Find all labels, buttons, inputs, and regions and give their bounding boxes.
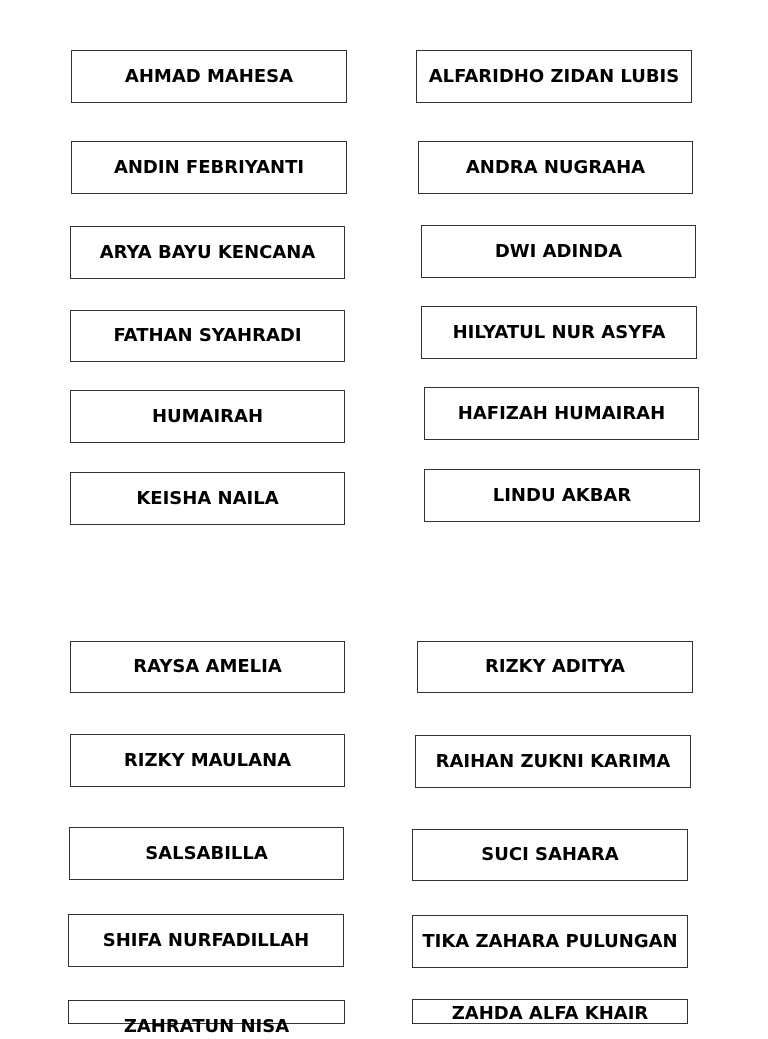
name-label: ZAHDA ALFA KHAIR [412, 999, 688, 1024]
name-label: FATHAN SYAHRADI [70, 310, 345, 362]
name-label: SALSABILLA [69, 827, 344, 880]
name-label: LINDU AKBAR [424, 469, 700, 522]
name-label: DWI ADINDA [421, 225, 696, 278]
name-label: ANDIN FEBRIYANTI [71, 141, 347, 194]
name-label: HILYATUL NUR ASYFA [421, 306, 697, 359]
name-label: ZAHRATUN NISA [68, 1000, 345, 1024]
name-label: HAFIZAH HUMAIRAH [424, 387, 699, 440]
name-label: RIZKY ADITYA [417, 641, 693, 693]
name-label: ALFARIDHO ZIDAN LUBIS [416, 50, 692, 103]
name-label: ANDRA NUGRAHA [418, 141, 693, 194]
name-label: HUMAIRAH [70, 390, 345, 443]
name-label: SUCI SAHARA [412, 829, 688, 881]
name-label: KEISHA NAILA [70, 472, 345, 525]
name-label: RIZKY MAULANA [70, 734, 345, 787]
name-label: SHIFA NURFADILLAH [68, 914, 344, 967]
name-label: RAYSA AMELIA [70, 641, 345, 693]
name-label: RAIHAN ZUKNI KARIMA [415, 735, 691, 788]
name-label: TIKA ZAHARA PULUNGAN [412, 915, 688, 968]
name-label: AHMAD MAHESA [71, 50, 347, 103]
name-label: ARYA BAYU KENCANA [70, 226, 345, 279]
